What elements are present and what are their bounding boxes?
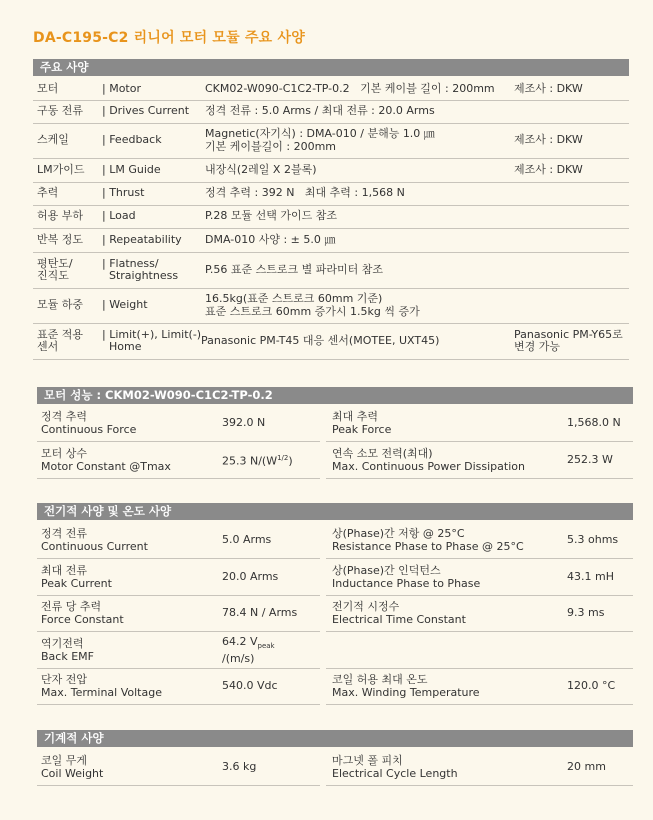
spec-value [205,252,515,288]
spec-maker [514,205,629,228]
property-label-en: Max. Continuous Power Dissipation [332,459,525,473]
property-label-ko: 정격 전류 [41,527,88,540]
property-label-ko: 연속 소모 전력(최대) [332,447,433,460]
property-row-left [37,443,320,479]
spec-value-text: DMA-010 사양 : ± 5.0 ㎛ [205,232,336,246]
spec-label-ko [37,78,101,100]
spec-label-ko-text: 반복 정도 [37,232,84,246]
value-text: 5.0 Arms [222,533,272,547]
spec-maker-text: 제조사 : DKW [514,81,583,95]
property-value [222,669,278,704]
property-label [41,633,94,668]
spec-label-en-text: | LM Guide [102,162,161,176]
property-label-en: Back EMF [41,649,94,663]
spec-label-en [102,205,210,228]
spec-row [33,288,629,324]
spec-maker-text: Panasonic PM-Y65로 [514,327,623,341]
property-row-left [37,669,320,705]
property-label-ko: 마그넷 폴 피치 [332,754,403,767]
spec-label-en [102,288,210,323]
spec-value [205,123,515,158]
property-label-ko: 최대 전류 [41,564,88,577]
property-label [41,443,171,478]
property-value: 20 mm [567,760,606,774]
property-value: 9.3 ms [567,606,605,620]
value-sup: 1/2 [277,454,289,463]
property-label [41,750,103,785]
property-value [222,523,271,558]
property-row-right [326,596,633,632]
property-label [41,523,148,558]
spec-label-ko-text: 구동 전류 [37,104,84,118]
spec-label-en-text: | Feedback [102,133,162,147]
property-label-en: Max. Winding Temperature [332,685,480,699]
property-label-ko: 상(Phase)간 저항 @ 25°C [332,527,465,540]
spec-row [33,100,629,124]
property-label-ko: 역기전력 [41,637,84,650]
spec-label-en-text: Home [102,340,142,353]
spec-label-ko-text: 모터 [37,81,59,95]
property-label-en: Force Constant [41,612,124,626]
value-text: 64.2 V [222,634,258,648]
spec-label-en-text: | Drives Current [102,104,190,118]
spec-value-text: Panasonic PM-T45 대응 센서(MOTEE, UXT45) [201,333,440,347]
spec-label-ko [37,288,101,323]
spec-label-en [102,323,210,359]
spec-value [205,182,515,205]
spec-label-ko [37,228,101,252]
property-label-ko: 최대 추력 [332,410,379,423]
spec-label-en-text: Straightness [102,269,179,282]
spec-label-ko-text: 표준 적용 [37,327,84,341]
property-row-left [37,596,320,632]
spec-value-text: P.28 모듈 선택 가이드 참조 [205,209,338,223]
spec-maker [514,123,629,158]
property-row-left [37,523,320,559]
page-title: DA-C195-C2 리니어 모터 모듈 주요 사양 [33,30,305,46]
property-label-ko: 코일 허용 최대 온도 [332,673,428,686]
property-row-left [37,633,320,669]
spec-label-en [102,78,210,100]
spec-maker [514,182,629,205]
spec-label-en-text: | Thrust [102,186,145,200]
value-text: 3.6 kg [222,760,257,774]
spec-label-ko-text: LM가이드 [37,162,85,176]
spec-label-en-text: | Load [102,209,136,223]
property-value: 43.1 mH [567,570,614,584]
spec-value-text: P.56 표준 스트로크 별 파라미터 참조 [205,262,384,276]
spec-value-text: 기본 케이블길이 : 200mm [205,139,337,153]
property-value [222,633,275,668]
spec-label-ko-text: 평탄도/ [37,256,73,270]
spec-value [205,228,515,252]
value-text: 20.0 Arms [222,570,279,584]
property-row-right [326,443,633,479]
spec-row [33,252,629,289]
spec-row [33,228,629,253]
spec-value [205,78,515,100]
property-value-text [222,636,275,665]
property-label [332,596,466,631]
spec-label-ko-text: 센서 [37,340,59,353]
electrical-header: 전기적 사양 및 온도 사양 [37,503,633,520]
spec-label-ko [37,323,101,359]
spec-label-ko [37,182,101,205]
property-label-ko: 상(Phase)간 인덕턴스 [332,564,441,577]
property-label [41,560,112,595]
spec-maker [514,228,629,252]
property-row-left [37,750,320,786]
value-text-end: ) [288,455,293,469]
property-value: 1,568.0 N [567,416,621,430]
property-row-right [326,669,633,705]
property-label-en: Resistance Phase to Phase @ 25°C [332,539,524,553]
spec-value [205,100,515,123]
spec-label-en [102,182,210,205]
property-label-ko: 전기적 시정수 [332,600,400,613]
property-value: 252.3 W [567,453,613,467]
spec-maker-text: 제조사 : DKW [514,162,583,176]
property-label-en: Peak Current [41,576,112,590]
spec-label-en [102,228,210,252]
property-value-text [222,452,293,468]
spec-row [33,182,629,206]
property-label [332,750,458,785]
property-row-right [326,750,633,786]
spec-label-en [102,158,210,182]
property-value-text [222,534,271,547]
property-row-left [37,560,320,596]
spec-label-en [102,252,210,288]
value-text: 392.0 N [222,416,266,430]
property-label-ko: 단자 전압 [41,673,88,686]
spec-value-text: 16.5kg(표준 스트로크 60mm 기준) [205,292,383,305]
property-value [222,596,297,631]
spec-maker [514,323,629,359]
property-value [222,443,293,478]
property-label-en: Continuous Current [41,539,148,553]
property-label-ko: 모터 상수 [41,447,88,460]
spec-label-en [102,100,210,123]
property-label [332,523,524,558]
spec-row [33,123,629,159]
mechanical-header: 기계적 사양 [37,730,633,747]
spec-label-en-text: | Repeatability [102,232,182,246]
spec-value-text: Magnetic(자기식) : DMA-010 / 분해능 1.0 ㎛ [205,127,435,140]
spec-value-text: 정격 추력 : 392 N 최대 추력 : 1,568 N [205,186,405,200]
property-label-en: Max. Terminal Voltage [41,685,162,699]
property-label [332,443,525,478]
spec-row [33,323,629,360]
property-label [332,560,480,595]
value-text: 25.3 N/(W [222,455,278,469]
spec-label-ko [37,205,101,228]
spec-label-ko-text: 허용 부하 [37,209,84,223]
spec-label-en [102,123,210,158]
property-label-en: Continuous Force [41,422,137,436]
property-row-right [326,406,633,442]
spec-value [205,288,515,323]
property-label [332,406,391,441]
property-value [222,750,256,785]
spec-value-text: 정격 전류 : 5.0 Arms / 최대 전류 : 20.0 Arms [205,104,435,118]
spec-maker [514,78,629,100]
spec-label-ko-text: 추력 [37,186,59,200]
value-sub: peak [257,642,275,651]
spec-value [201,323,511,359]
spec-value [205,205,515,228]
property-label [41,596,124,631]
spec-label-en-text: | Flatness/ [102,256,159,270]
property-value-text [222,571,278,584]
property-label-en: Electrical Time Constant [332,612,466,626]
spec-value-text: CKM02-W090-C1C2-TP-0.2 기본 케이블 길이 : 200mm [205,81,495,95]
property-value-text [222,607,297,620]
spec-label-ko-text: 스케일 [37,133,69,147]
property-label-ko: 정격 추력 [41,410,88,423]
property-value: 5.3 ohms [567,533,619,547]
property-value-text [222,417,265,430]
value-text: 78.4 N / Arms [222,606,298,620]
property-row-left [37,406,320,442]
spec-value-text: 표준 스트로크 60mm 증가시 1.5kg 씩 증가 [205,304,420,318]
spec-label-ko-text: 모듈 하중 [37,298,84,312]
property-label-en: Inductance Phase to Phase [332,576,481,590]
spec-label-ko-text: 진직도 [37,269,69,282]
property-label [41,406,136,441]
spec-label-ko [37,100,101,123]
spec-maker-text: 제조사 : DKW [514,133,583,147]
value-text-2: /(m/s) [222,651,255,665]
property-value-text [222,680,278,693]
main-spec-header: 주요 사양 [33,59,629,76]
spec-maker-text: 변경 가능 [514,340,561,353]
property-label-en: Electrical Cycle Length [332,766,458,780]
spec-maker [514,100,629,123]
spec-label-en-text: | Limit(+), Limit(-) [102,327,202,341]
property-label-en: Peak Force [332,422,392,436]
spec-maker [514,252,629,288]
spec-label-en-text: | Motor [102,81,141,95]
property-label-ko: 코일 무게 [41,754,88,767]
property-value-text [222,761,256,774]
spec-value [205,158,515,182]
spec-label-ko [37,158,101,182]
property-label-en: Motor Constant @Tmax [41,459,171,473]
property-label-en: Coil Weight [41,766,104,780]
spec-label-en-text: | Weight [102,298,148,312]
property-value [222,560,278,595]
property-label [41,669,162,704]
spec-row [33,158,629,183]
motor-perf-header: 모터 성능 : CKM02-W090-C1C2-TP-0.2 [37,387,633,404]
property-row-right [326,633,633,669]
spec-label-ko [37,123,101,158]
spec-row [33,205,629,229]
property-value: 120.0 °C [567,679,616,693]
spec-value-text: 내장식(2레일 X 2블록) [205,162,317,176]
spec-maker [514,288,629,323]
spec-row [33,78,629,101]
value-text: 540.0 Vdc [222,679,278,693]
property-row-right [326,523,633,559]
spec-label-ko [37,252,101,288]
property-value [222,406,265,441]
property-row-right [326,560,633,596]
property-label [332,669,480,704]
property-label-ko: 전류 당 추력 [41,600,102,613]
spec-maker [514,158,629,182]
